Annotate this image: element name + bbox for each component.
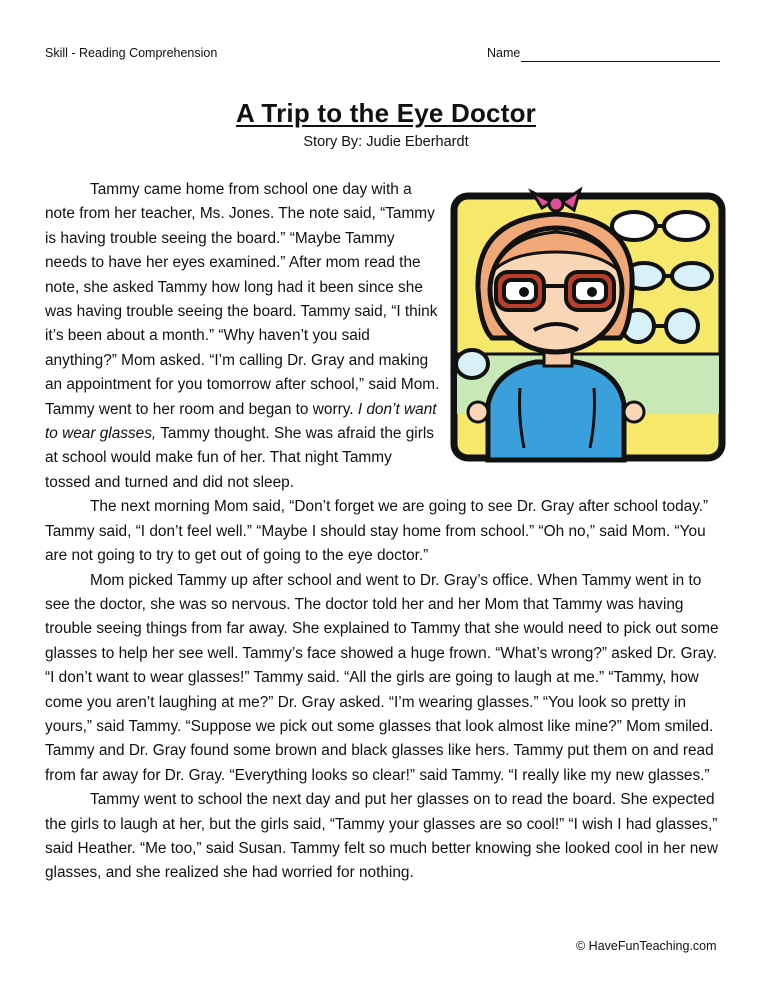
story-byline: Story By: Judie Eberhardt bbox=[303, 134, 469, 150]
story-title: A Trip to the Eye Doctor bbox=[236, 98, 536, 128]
paragraph-3: Mom picked Tammy up after school and went to Dr. Gray’s office. When Tammy went in to see the doctor, she was so nervous. The doctor told her and her Mom that Tammy was having trouble seeing things from far away. She explained to Tammy that she would need to pick out some glasses to help her see well. Tammy’s face showed a huge frown. “What’s wrong?” asked Dr. Gray. “I don’t want to wear glasses!” Tammy said. “All the girls are going to laugh at me.” “Tammy, how come you aren’t laughing at me?” Dr. Gray asked. “I’m wearing glasses.” “You look so pretty in yours,” said Tammy. “Suppose we pick out some glasses that look almost like mine?” Mom smiled. Tammy and Dr. Gray found some brown and black glasses like hers. Tammy put them on and read from far away for Dr. Gray. “Everything looks so clear!” said Tammy. “I really like my new glasses.” bbox=[45, 571, 719, 784]
paragraph-2: The next morning Mom said, “Don’t forget we are going to see Dr. Gray after school today.” Tammy said, “I don’t feel well.” “Maybe I should stay home from school.” “Oh no,” said Mom. “You are not going to try to get out of going to the eye doctor.” bbox=[45, 498, 709, 565]
copyright-footer: © HaveFunTeaching.com bbox=[576, 939, 717, 953]
paragraph-1-text-b: Tammy thought. She was afraid the girls at school would make fun of her. That night Tammy tossed and turned and did not sleep. bbox=[45, 425, 434, 491]
paragraph-1-text-a: Tammy came home from school one day with a note from her teacher, Ms. Jones. The note said, “Tammy is having trouble seeing the board.” “Maybe Tammy needs to have her eyes examined.” After mom read the note, she asked Tammy how long had it been since she was having trouble seeing the board. Tammy said, “I think it’s been about a month.” “Why haven’t you said anything?” Mom asked. “I’m calling Dr. Gray and making an appointment for you tomorrow after school,” said Mom. Tammy went to her room and began to worry. bbox=[45, 181, 440, 418]
skill-label: Skill - Reading Comprehension bbox=[45, 46, 218, 60]
story-body bbox=[45, 178, 725, 886]
girl-with-glasses-illustration bbox=[448, 178, 733, 466]
paragraph-4: Tammy went to school the next day and put her glasses on to read the board. She expected the girls to laugh at her, but the girls said, “Tammy your glasses are so cool!” “I wish I had glasses,” said Heather. “Me too,” said Susan. Tammy felt so much better knowing she looked cool in her new glasses, and she realized she had worried for nothing. bbox=[45, 791, 718, 882]
name-blank-line[interactable] bbox=[521, 61, 720, 62]
paragraph-1-italic-thought: I don’t want to wear glasses, bbox=[45, 400, 437, 443]
worksheet-header bbox=[45, 46, 720, 62]
name-label: Name bbox=[487, 46, 521, 60]
